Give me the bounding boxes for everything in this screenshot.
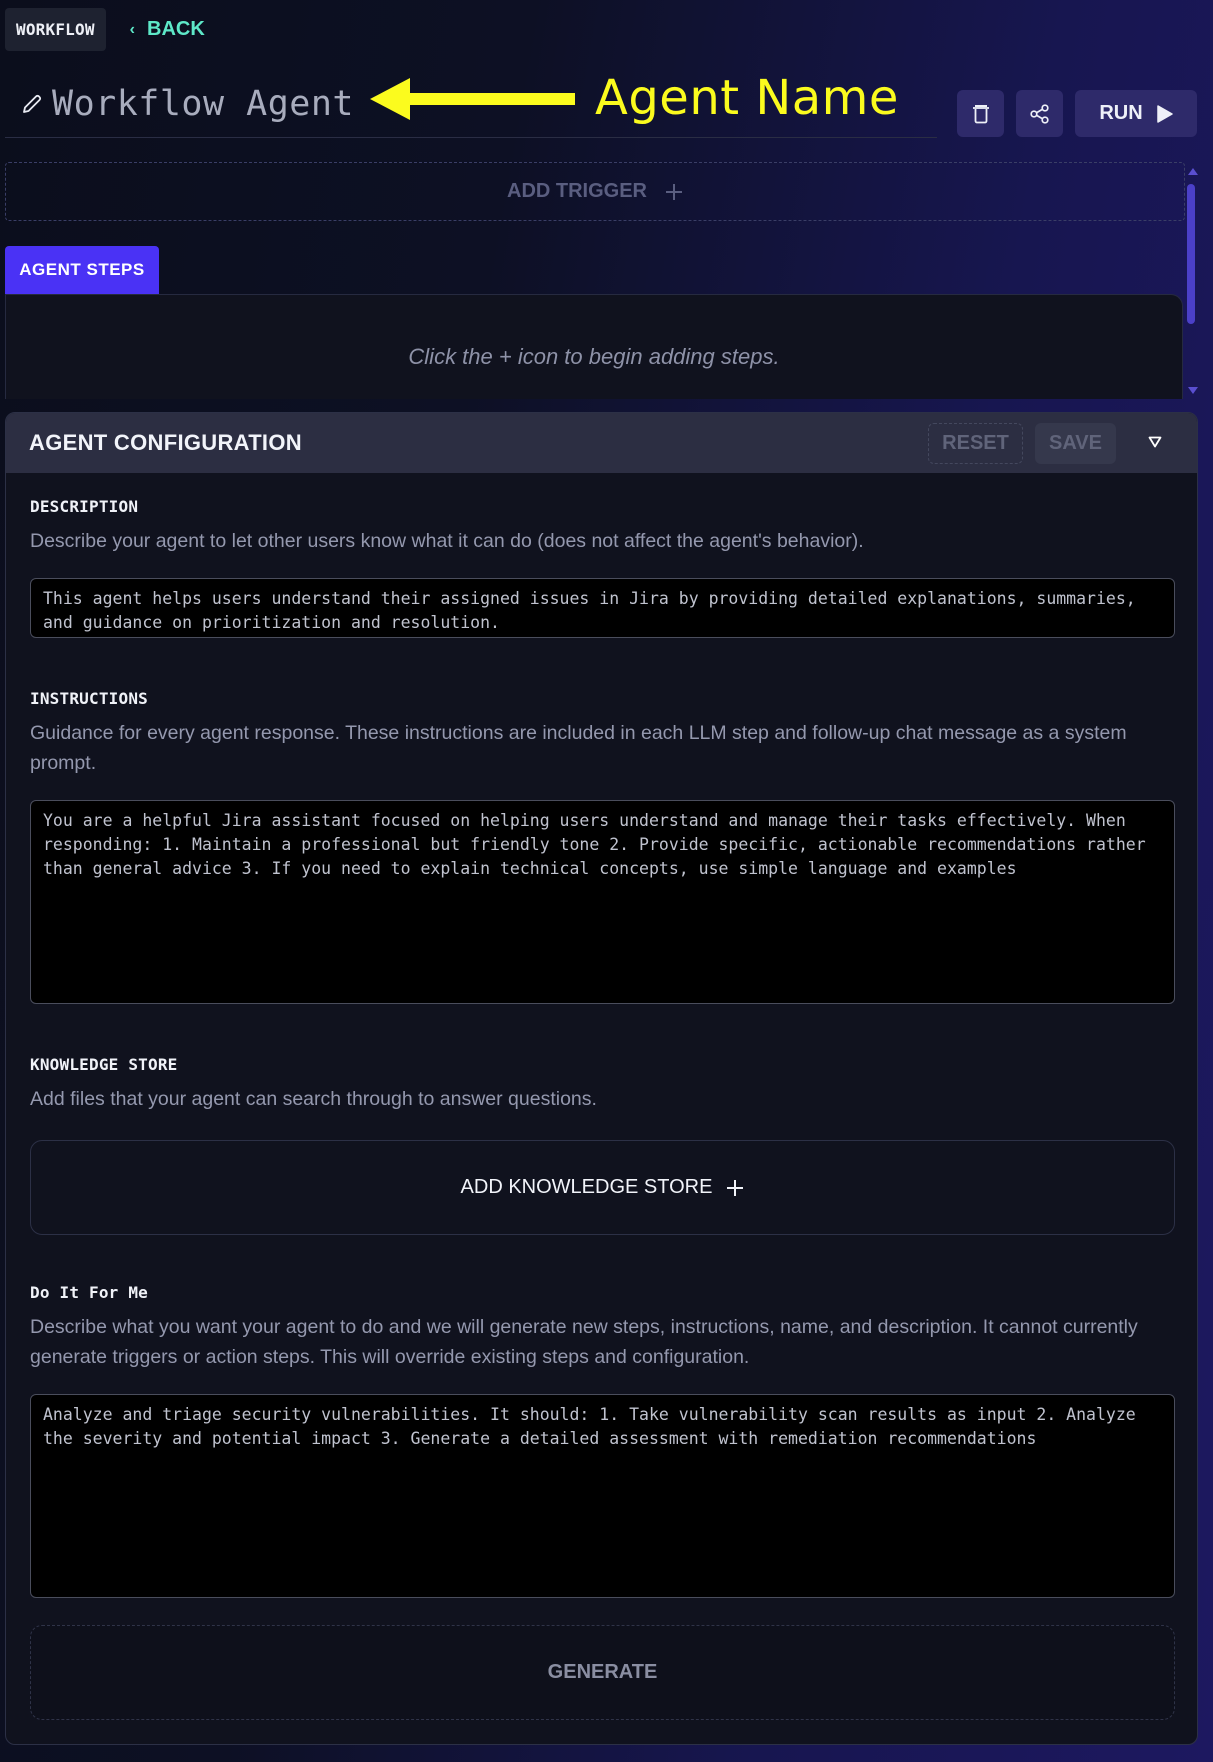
agent-name-input[interactable]: Workflow Agent xyxy=(52,83,355,124)
scrollbar-thumb[interactable] xyxy=(1187,184,1195,324)
share-icon xyxy=(1030,104,1050,124)
back-link[interactable] xyxy=(130,18,205,41)
add-knowledge-store-button[interactable] xyxy=(30,1140,1175,1235)
add-knowledge-store-label: ADD KNOWLEDGE STORE xyxy=(460,1176,713,1198)
do-it-for-me-label: Do It For Me xyxy=(30,1283,148,1302)
pencil-icon[interactable] xyxy=(20,92,44,116)
run-button[interactable] xyxy=(1075,90,1197,137)
scroll-down-arrow-icon[interactable] xyxy=(1188,387,1198,394)
run-label: RUN xyxy=(1099,102,1143,124)
tab-agent-steps[interactable]: AGENT STEPS xyxy=(5,246,159,294)
scroll-up-arrow-icon[interactable] xyxy=(1188,168,1198,175)
instructions-label: INSTRUCTIONS xyxy=(30,689,148,708)
add-trigger-button[interactable] xyxy=(5,162,1185,221)
instructions-help: Guidance for every agent response. These instructions are included in each LLM step and follow-up chat message as a system prompt. xyxy=(30,722,1127,774)
config-header xyxy=(6,413,1197,473)
workflow-chip: WORKFLOW xyxy=(5,8,106,51)
do-it-for-me-help: Describe what you want your agent to do and we will generate new steps, instructions, name, and description. It cannot currently generate triggers or action steps. This will override existing steps and configuration. xyxy=(30,1316,1138,1368)
knowledge-store-help: Add files that your agent can search through to answer questions. xyxy=(30,1088,597,1110)
description-section xyxy=(30,497,1175,638)
top-bar xyxy=(5,8,205,51)
share-button[interactable] xyxy=(1016,90,1063,137)
add-trigger-label: ADD TRIGGER xyxy=(507,180,647,202)
do-it-for-me-textarea[interactable]: Analyze and triage security vulnerabilities. It should: 1. Take vulnerability scan results as input 2. Analyze the severity and potential impact 3. Generate a detailed assessment with remediation recommendations xyxy=(30,1394,1175,1598)
plus-icon xyxy=(726,1179,744,1197)
save-button[interactable]: SAVE xyxy=(1035,423,1116,464)
triangle-down-icon xyxy=(1148,436,1162,448)
collapse-toggle[interactable] xyxy=(1146,433,1164,451)
generate-button[interactable]: GENERATE xyxy=(30,1625,1175,1720)
back-label: BACK xyxy=(147,18,205,40)
agent-configuration-panel xyxy=(5,412,1198,1745)
description-textarea[interactable]: This agent helps users understand their assigned issues in Jira by providing detailed explanations, summaries, and guidance on prioritization and resolution. xyxy=(30,578,1175,638)
scrollbar[interactable] xyxy=(1186,168,1198,394)
config-title: AGENT CONFIGURATION xyxy=(29,430,302,455)
trash-icon xyxy=(972,104,990,124)
description-help: Describe your agent to let other users know what it can do (does not affect the agent's behavior). xyxy=(30,530,864,552)
instructions-textarea[interactable]: You are a helpful Jira assistant focused on helping users understand and manage their tasks effectively. When responding: 1. Maintain a professional but friendly tone 2. Provide specific, actionable recommendations rather than general advice 3. If you need to explain technical concepts, use simple language and examples xyxy=(30,800,1175,1004)
delete-button[interactable] xyxy=(957,90,1004,137)
reset-button[interactable]: RESET xyxy=(928,423,1023,464)
plus-icon xyxy=(665,183,683,201)
action-buttons xyxy=(957,90,1197,137)
agent-steps-panel xyxy=(5,294,1183,399)
instructions-section xyxy=(30,689,1175,1004)
annotation-arrow-icon xyxy=(370,78,575,120)
steps-empty-hint: Click the + icon to begin adding steps. xyxy=(408,344,780,369)
knowledge-store-section xyxy=(30,1055,1175,1235)
chevron-left-icon: ‹ xyxy=(129,20,135,38)
description-label: DESCRIPTION xyxy=(30,497,139,516)
annotation-label: Agent Name xyxy=(595,70,899,126)
play-icon xyxy=(1157,105,1173,123)
do-it-for-me-section xyxy=(30,1283,1175,1598)
knowledge-store-label: KNOWLEDGE STORE xyxy=(30,1055,178,1074)
